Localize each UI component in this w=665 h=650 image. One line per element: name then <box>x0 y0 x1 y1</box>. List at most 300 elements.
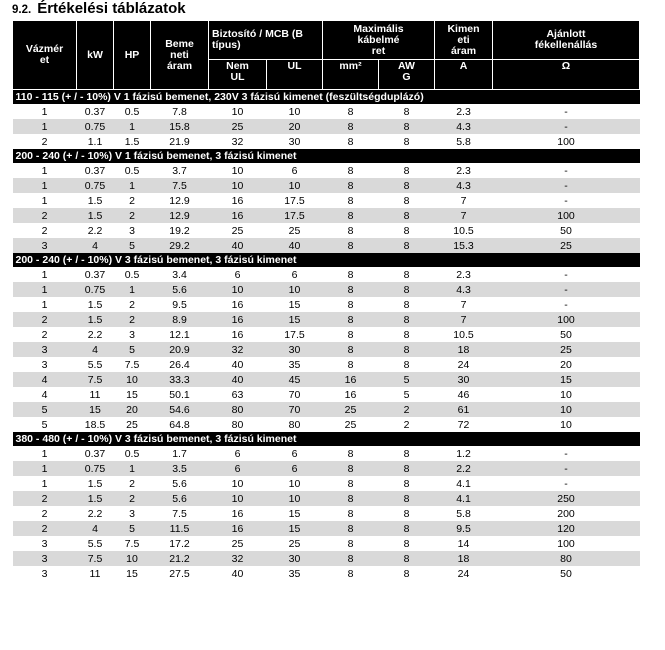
table-cell: 1 <box>114 461 151 476</box>
table-row <box>13 476 640 491</box>
table-cell: 33.3 <box>151 372 209 387</box>
table-cell: 8 <box>323 461 379 476</box>
table-cell: 8 <box>403 224 410 237</box>
table-cell: 15 <box>267 521 323 536</box>
table-cell: 200 <box>557 507 575 520</box>
table-cell: - <box>493 461 640 476</box>
table-cell: 15 <box>288 507 301 520</box>
table-cell: 8 <box>347 298 354 311</box>
table-cell: 40 <box>209 238 267 253</box>
table-cell: 46 <box>457 388 470 401</box>
table-cell: 11 <box>89 567 101 580</box>
table-cell: 8 <box>403 447 410 460</box>
section-title: 380 - 480 (+ / - 10%) V 3 fázisú bemenet, 3 fázisú kimenet <box>13 432 640 446</box>
table-cell: 4 <box>77 521 114 536</box>
table-cell: 1 <box>41 194 48 207</box>
table-cell: 30 <box>435 372 493 387</box>
col-fuse-label: Biztosító / MCB (B típus) <box>212 28 303 51</box>
table-cell: 2 <box>379 402 435 417</box>
table-cell: 40 <box>209 372 267 387</box>
table-cell: 10 <box>288 105 301 118</box>
table-cell: 8 <box>403 298 410 311</box>
table-cell: 6 <box>291 268 298 281</box>
table-cell: 5 <box>379 372 435 387</box>
table-cell: 2.2 <box>435 461 493 476</box>
table-cell: 8 <box>379 491 435 506</box>
table-cell: 6 <box>234 447 241 460</box>
table-cell: 2 <box>13 521 77 536</box>
table-cell: 5.6 <box>172 477 187 490</box>
table-cell: 2 <box>114 312 151 327</box>
table-cell: 25 <box>323 402 379 417</box>
table-cell: 5.6 <box>151 491 209 506</box>
table-cell: 11.5 <box>151 521 209 536</box>
table-cell: 15 <box>126 567 138 580</box>
sub-a-header <box>435 60 493 90</box>
table-cell: 8 <box>323 119 379 134</box>
table-cell: 11 <box>89 388 101 401</box>
table-cell: 2 <box>13 208 77 223</box>
table-cell: - <box>564 105 568 118</box>
table-cell: 2 <box>129 477 135 490</box>
table-cell: 32 <box>209 551 267 566</box>
table-cell: 5.8 <box>456 507 471 520</box>
table-cell: 2 <box>13 491 77 506</box>
table-cell: 7.8 <box>172 105 187 118</box>
table-cell: 80 <box>231 418 244 431</box>
table-cell: 7 <box>460 194 467 207</box>
table-row <box>13 446 640 461</box>
table-row <box>13 387 640 402</box>
table-cell: 30 <box>288 135 301 148</box>
table-row <box>13 163 640 178</box>
table-cell: 8 <box>379 461 435 476</box>
table-cell: 25 <box>288 224 301 237</box>
col-kw-header <box>77 21 114 90</box>
table-cell: 17.5 <box>284 194 305 207</box>
table-cell: 8 <box>403 507 410 520</box>
table-cell: 64.8 <box>169 418 190 431</box>
table-cell: 5.6 <box>151 282 209 297</box>
table-cell: 2 <box>41 328 48 341</box>
table-cell: 100 <box>557 537 575 550</box>
table-cell: 1 <box>13 178 77 193</box>
table-cell: 24 <box>457 358 470 371</box>
table-cell: 2 <box>129 298 135 311</box>
table-row <box>13 193 640 208</box>
table-cell: 17.5 <box>284 328 305 341</box>
table-cell: 0.75 <box>77 282 114 297</box>
table-cell: 16 <box>231 507 244 520</box>
section-title: 110 - 115 (+ / - 10%) V 1 fázisú bemenet, 230V 3 fázisú kimenet (feszültségduplázó) <box>13 90 640 105</box>
table-cell: 2 <box>403 418 410 431</box>
table-row <box>13 461 640 476</box>
col-output-current-header <box>435 21 493 60</box>
section-title: Értékelési táblázatok <box>37 0 186 17</box>
table-cell: 1.5 <box>77 491 114 506</box>
table-cell: 8 <box>323 282 379 297</box>
table-cell: 100 <box>493 312 640 327</box>
table-cell: 7.5 <box>77 551 114 566</box>
table-cell: 20 <box>560 358 572 371</box>
table-row <box>13 402 640 417</box>
section-heading <box>12 0 186 18</box>
table-cell: 12.9 <box>151 208 209 223</box>
table-cell: 8 <box>379 551 435 566</box>
table-cell: 8 <box>379 208 435 223</box>
section-title: 200 - 240 (+ / - 10%) V 1 fázisú bemenet, 3 fázisú kimenet <box>13 149 640 163</box>
table-row <box>13 238 640 253</box>
table-cell: 15 <box>493 372 640 387</box>
table-cell: 10 <box>493 402 640 417</box>
table-cell: 2 <box>13 312 77 327</box>
table-row <box>13 521 640 536</box>
table-cell: 3 <box>129 328 135 341</box>
table-cell: 10 <box>267 178 323 193</box>
table-cell: 5 <box>41 418 48 431</box>
table-cell: 250 <box>493 491 640 506</box>
table-cell: 5 <box>13 402 77 417</box>
table-cell: 5 <box>114 521 151 536</box>
table-row <box>13 327 640 342</box>
table-cell: 8 <box>379 178 435 193</box>
col-hp-label: HP <box>124 48 140 61</box>
table-cell: 1.1 <box>87 135 103 148</box>
table-cell: 8 <box>347 194 354 207</box>
table-cell: 0.37 <box>84 268 106 281</box>
table-cell: 19.2 <box>169 224 190 237</box>
table-cell: 1 <box>114 119 151 134</box>
table-row <box>13 566 640 581</box>
table-cell: 1.5 <box>77 312 114 327</box>
table-cell: 10 <box>209 491 267 506</box>
table-cell: 8 <box>403 164 410 177</box>
table-cell: 8 <box>347 164 354 177</box>
table-cell: 1.5 <box>87 477 103 490</box>
table-cell: - <box>564 477 568 490</box>
table-cell: 8 <box>347 135 354 148</box>
table-cell: 20.9 <box>151 342 209 357</box>
table-cell: 32 <box>231 135 244 148</box>
table-cell: 8 <box>347 328 354 341</box>
table-cell: 8 <box>403 358 410 371</box>
table-cell: 10 <box>231 105 244 118</box>
table-cell: 8 <box>323 238 379 253</box>
table-cell: 18.5 <box>84 418 106 431</box>
table-cell: 10 <box>267 282 323 297</box>
section-row <box>13 90 640 105</box>
table-cell: 2.2 <box>87 328 103 341</box>
table-cell: 8 <box>323 312 379 327</box>
table-cell: 25 <box>231 537 244 550</box>
table-cell: 1.5 <box>87 298 103 311</box>
table-cell: 8 <box>347 477 354 490</box>
table-cell: 5 <box>114 238 151 253</box>
table-cell: 18 <box>435 342 493 357</box>
table-cell: - <box>564 447 568 460</box>
table-cell: 16 <box>323 372 379 387</box>
table-cell: 2.3 <box>456 105 471 118</box>
table-cell: 25 <box>126 418 138 431</box>
table-cell: 8 <box>347 358 354 371</box>
table-cell: 4 <box>77 342 114 357</box>
section-number: 9.2. <box>12 4 32 16</box>
table-cell: 25 <box>493 342 640 357</box>
table-cell: 20 <box>114 402 151 417</box>
table-cell: 10.5 <box>453 224 474 237</box>
sub-ul-header <box>267 60 323 90</box>
table-cell: 27.5 <box>169 567 190 580</box>
table-cell: 4.1 <box>435 491 493 506</box>
table-body <box>13 90 640 582</box>
section-row <box>13 432 640 446</box>
table-row <box>13 417 640 432</box>
table-cell: 50 <box>560 328 572 341</box>
table-cell: 100 <box>557 135 575 148</box>
table-row <box>13 372 640 387</box>
table-cell: 1 <box>13 119 77 134</box>
table-cell: 8 <box>403 567 410 580</box>
table-cell: 16 <box>209 521 267 536</box>
table-cell: 8 <box>379 521 435 536</box>
table-cell: 3.7 <box>172 164 187 177</box>
sub-awg-label: AW G <box>398 60 415 83</box>
table-cell: 0.75 <box>77 119 114 134</box>
table-cell: 0.5 <box>124 164 140 177</box>
sub-non-ul-header <box>209 60 267 90</box>
table-cell: 8 <box>379 312 435 327</box>
table-cell: 8 <box>379 282 435 297</box>
table-cell: 40 <box>231 567 244 580</box>
table-cell: 8 <box>403 268 410 281</box>
table-cell: 25 <box>344 418 357 431</box>
table-cell: 2 <box>41 507 48 520</box>
table-cell: 8 <box>403 105 410 118</box>
table-cell: 7.5 <box>151 178 209 193</box>
table-cell: 8 <box>347 268 354 281</box>
table-cell: 70 <box>288 388 301 401</box>
table-cell: 8 <box>403 194 410 207</box>
sub-ul-label: UL <box>287 60 302 72</box>
table-cell: 1 <box>114 282 151 297</box>
table-cell: 5.8 <box>456 135 471 148</box>
table-cell: 2.3 <box>456 164 471 177</box>
section-row <box>13 253 640 267</box>
table-row <box>13 104 640 119</box>
table-cell: 3 <box>41 537 48 550</box>
table-cell: 8 <box>403 135 410 148</box>
table-cell: 30 <box>267 342 323 357</box>
table-cell: 3 <box>13 342 77 357</box>
table-row <box>13 312 640 327</box>
table-row <box>13 342 640 357</box>
table-cell: 100 <box>493 208 640 223</box>
col-cable-label: Maximális kábelmé ret <box>353 22 404 57</box>
table-cell: 4.3 <box>435 282 493 297</box>
table-cell: 16 <box>209 312 267 327</box>
table-cell: - <box>564 298 568 311</box>
table-cell: - <box>564 268 568 281</box>
table-cell: 72 <box>457 418 470 431</box>
table-cell: 0.37 <box>84 447 106 460</box>
table-cell: 8 <box>379 342 435 357</box>
sub-a-label: A <box>459 60 468 72</box>
table-cell: 10 <box>288 477 301 490</box>
table-cell: 4 <box>13 372 77 387</box>
table-cell: 2 <box>114 208 151 223</box>
col-input-current-header <box>151 21 209 90</box>
sub-non-ul-label: Nem UL <box>226 60 249 83</box>
table-cell: 8 <box>323 342 379 357</box>
table-cell: 4.3 <box>435 178 493 193</box>
table-row <box>13 134 640 149</box>
sub-awg-header <box>379 60 435 90</box>
table-cell: 24 <box>457 567 470 580</box>
table-cell: 9.5 <box>172 298 187 311</box>
table-cell: 1 <box>13 461 77 476</box>
table-cell: 2 <box>114 491 151 506</box>
table-cell: 80 <box>493 551 640 566</box>
table-cell: 29.2 <box>151 238 209 253</box>
table-row <box>13 178 640 193</box>
table-cell: 2.2 <box>87 224 103 237</box>
table-cell: 8 <box>347 224 354 237</box>
table-cell: 25 <box>493 238 640 253</box>
col-brake-header <box>493 21 640 60</box>
table-cell: 70 <box>267 402 323 417</box>
table-cell: - <box>564 194 568 207</box>
table-cell: 40 <box>267 238 323 253</box>
table-cell: 4 <box>77 238 114 253</box>
table-cell: 1.5 <box>77 208 114 223</box>
table-cell: 8 <box>323 521 379 536</box>
table-cell: 10 <box>114 372 151 387</box>
table-cell: 1.7 <box>172 447 187 460</box>
table-cell: 8 <box>403 537 410 550</box>
table-cell: 4.1 <box>456 477 471 490</box>
table-cell: 15.3 <box>435 238 493 253</box>
table-cell: 8 <box>347 105 354 118</box>
rating-table <box>12 20 640 581</box>
table-cell: 3 <box>41 567 48 580</box>
table-cell: 8 <box>323 208 379 223</box>
table-cell: 54.6 <box>151 402 209 417</box>
table-cell: 0.5 <box>124 447 140 460</box>
table-cell: 8 <box>347 537 354 550</box>
table-cell: 16 <box>231 298 244 311</box>
table-cell: 8.9 <box>151 312 209 327</box>
table-cell: 2 <box>41 135 48 148</box>
table-cell: 5.5 <box>87 537 103 550</box>
table-cell: 5.5 <box>87 358 103 371</box>
table-cell: 15 <box>288 298 301 311</box>
table-cell: 8 <box>323 491 379 506</box>
col-output-current-label: Kimen eti áram <box>447 22 480 57</box>
table-cell: 6 <box>267 461 323 476</box>
sub-ohm-label: Ω <box>561 60 571 72</box>
table-cell: 25 <box>288 537 301 550</box>
table-cell: 8 <box>347 507 354 520</box>
table-cell: 15 <box>126 388 138 401</box>
table-cell: 3 <box>129 507 135 520</box>
table-row <box>13 357 640 372</box>
table-row <box>13 282 640 297</box>
table-cell: 3 <box>13 238 77 253</box>
table-cell: 3.5 <box>151 461 209 476</box>
table-cell: 80 <box>288 418 301 431</box>
table-cell: 1 <box>13 282 77 297</box>
table-cell: 35 <box>288 358 301 371</box>
table-cell: 16 <box>231 194 244 207</box>
table-row <box>13 536 640 551</box>
table-cell: 3 <box>41 358 48 371</box>
sub-mm2-label: mm² <box>339 60 362 72</box>
table-cell: 6 <box>209 461 267 476</box>
table-cell: 1 <box>41 105 48 118</box>
table-cell: 25 <box>231 224 244 237</box>
table-cell: 4.3 <box>435 119 493 134</box>
table-cell: 50 <box>560 567 572 580</box>
table-cell: 8 <box>323 178 379 193</box>
table-cell: - <box>493 178 640 193</box>
table-row <box>13 119 640 134</box>
table-cell: 50 <box>560 224 572 237</box>
table-cell: 2 <box>41 224 48 237</box>
table-cell: 0.5 <box>124 105 140 118</box>
col-hp-header <box>114 21 151 90</box>
table-cell: 6 <box>291 164 298 177</box>
table-cell: 5 <box>114 342 151 357</box>
table-cell: 120 <box>493 521 640 536</box>
table-cell: 20 <box>267 119 323 134</box>
table-cell: 7 <box>460 298 467 311</box>
table-cell: 80 <box>209 402 267 417</box>
table-cell: 16 <box>231 328 244 341</box>
table-cell: 10 <box>560 388 572 401</box>
table-cell: 12.1 <box>169 328 190 341</box>
table-cell: 1.5 <box>87 194 103 207</box>
table-cell: 50.1 <box>169 388 190 401</box>
col-cable-header <box>323 21 435 60</box>
table-cell: 6 <box>234 268 241 281</box>
table-cell: 1 <box>41 298 48 311</box>
table-row <box>13 267 640 282</box>
sub-mm2-header <box>323 60 379 90</box>
col-brake-label: Ajánlott fékellenállás <box>534 28 598 51</box>
table-cell: 9.5 <box>435 521 493 536</box>
col-input-current-label: Beme neti áram <box>165 37 194 72</box>
table-cell: 10 <box>560 418 572 431</box>
table-cell: 3 <box>13 551 77 566</box>
table-cell: 7 <box>435 312 493 327</box>
table-cell: 32 <box>209 342 267 357</box>
col-kw-label: kW <box>87 48 103 61</box>
table-cell: 30 <box>267 551 323 566</box>
table-cell: 26.4 <box>169 358 190 371</box>
table-cell: 6 <box>291 447 298 460</box>
table-cell: 1 <box>114 178 151 193</box>
table-cell: 12.9 <box>169 194 190 207</box>
table-cell: 14 <box>457 537 470 550</box>
table-cell: 1.2 <box>456 447 471 460</box>
table-cell: 7.5 <box>172 507 187 520</box>
table-cell: 21.9 <box>169 135 190 148</box>
table-cell: 15.8 <box>151 119 209 134</box>
table-cell: 25 <box>209 119 267 134</box>
table-cell: 15 <box>267 312 323 327</box>
table-cell: 1.5 <box>124 135 140 148</box>
table-cell: 10 <box>209 178 267 193</box>
